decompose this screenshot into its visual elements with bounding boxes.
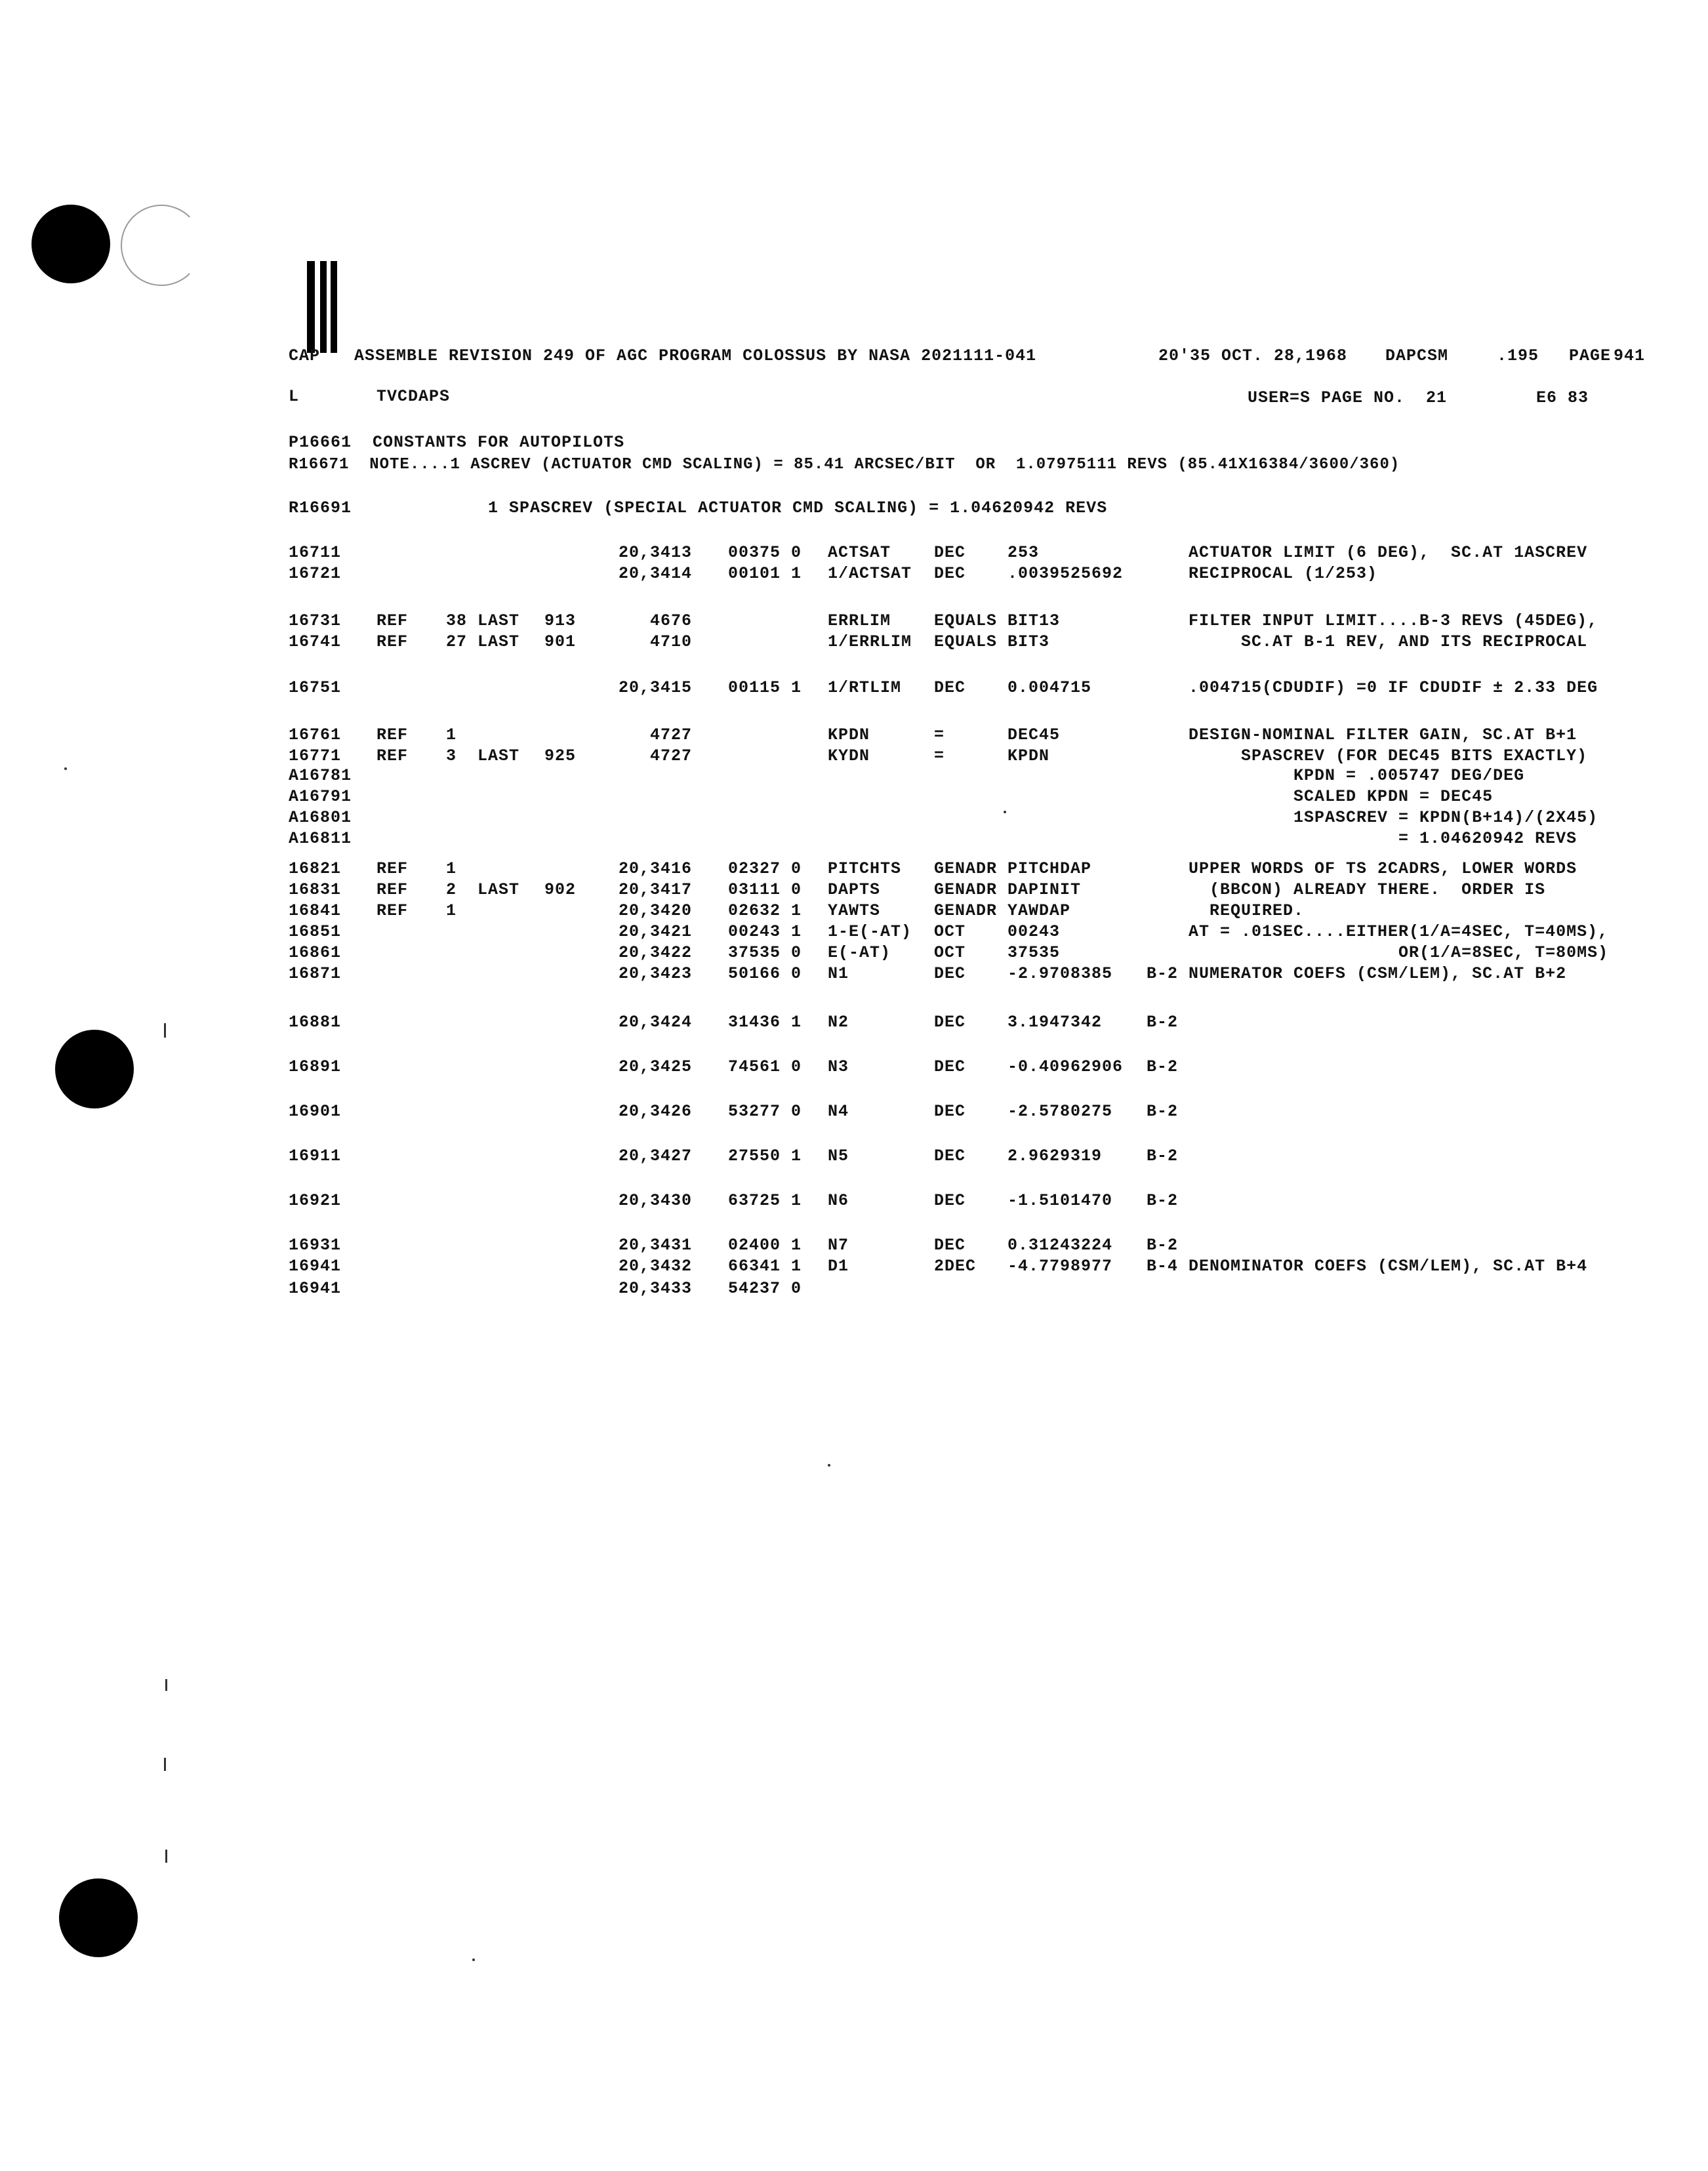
row-operand: 0.004715	[1007, 678, 1092, 697]
row-addr: 4727	[649, 746, 692, 765]
row-ref: REF	[376, 611, 409, 630]
row-refn: 1	[446, 859, 457, 878]
row-last: LAST	[478, 880, 520, 899]
row-addr: 20,3424	[618, 1013, 692, 1032]
row-comment: ACTUATOR LIMIT (6 DEG), SC.AT 1ASCREV	[1189, 543, 1588, 562]
row-seq: A16801	[289, 808, 352, 827]
row-label: D1	[828, 1257, 849, 1276]
row-seq: A16811	[289, 829, 352, 848]
row-word: 74561 0	[728, 1057, 802, 1076]
mark-bar-3	[331, 261, 337, 353]
row-op: DEC	[934, 1236, 966, 1255]
row-scale: B-2	[1147, 1191, 1179, 1210]
row-addr: 20,3425	[618, 1057, 692, 1076]
row-op: 2DEC	[934, 1257, 977, 1276]
row-comment: FILTER INPUT LIMIT....B-3 REVS (45DEG),	[1189, 611, 1598, 630]
row-label: DAPTS	[828, 880, 881, 899]
row-refn: 27	[446, 632, 468, 651]
row-addr: 20,3415	[618, 678, 692, 697]
row-lastn: 902	[544, 880, 577, 899]
row-addr: 20,3421	[618, 922, 692, 941]
header-title: ASSEMBLE REVISION 249 OF AGC PROGRAM COLOSSUS BY NASA 2021111-041	[354, 346, 1037, 365]
row-operand: 3.1947342	[1007, 1013, 1103, 1032]
row-last: LAST	[478, 611, 520, 630]
mark-bar-2	[320, 261, 327, 353]
row-comment: DESIGN-NOMINAL FILTER GAIN, SC.AT B+1	[1189, 725, 1577, 744]
row-label: N1	[828, 964, 849, 983]
row-comment: SCALED KPDN = DEC45	[1189, 787, 1494, 806]
row-op: DEC	[934, 1057, 966, 1076]
row-comment: KPDN = .005747 DEG/DEG	[1189, 766, 1525, 785]
row-comment: AT = .01SEC....EITHER(1/A=4SEC, T=40MS),	[1189, 922, 1609, 941]
row-word: 02400 1	[728, 1236, 802, 1255]
row-refn: 3	[446, 746, 457, 765]
header-dapcsm: DAPCSM	[1385, 346, 1449, 365]
row-op: GENADR	[934, 859, 998, 878]
row-op: OCT	[934, 943, 966, 962]
row-op: EQUALS	[934, 632, 998, 651]
row-op: GENADR	[934, 880, 998, 899]
row-seq: 16751	[289, 678, 342, 697]
row-seq: 16761	[289, 725, 342, 744]
row-word: 02632 1	[728, 901, 802, 920]
speck	[165, 1679, 167, 1691]
subheader-log: TVCDAPS	[376, 387, 451, 406]
row-label: E(-AT)	[828, 943, 891, 962]
row-comment: 1SPASCREV = KPDN(B+14)/(2X45)	[1189, 808, 1598, 827]
row-comment: OR(1/A=8SEC, T=80MS)	[1189, 943, 1609, 962]
row-ref: REF	[376, 901, 409, 920]
row-word: 37535 0	[728, 943, 802, 962]
row-comment: DENOMINATOR COEFS (CSM/LEM), SC.AT B+4	[1189, 1257, 1588, 1276]
row-seq: 16841	[289, 901, 342, 920]
row-seq: 16881	[289, 1013, 342, 1032]
row-op: DEC	[934, 1013, 966, 1032]
row-addr: 20,3413	[618, 543, 692, 562]
row-word: 27550 1	[728, 1146, 802, 1166]
row-addr: 4676	[649, 611, 692, 630]
row-ref: REF	[376, 725, 409, 744]
row-refn: 38	[446, 611, 468, 630]
row-seq: 16771	[289, 746, 342, 765]
row-label: PITCHTS	[828, 859, 902, 878]
row-addr: 20,3426	[618, 1102, 692, 1121]
row-comment: REQUIRED.	[1189, 901, 1305, 920]
row-comment: RECIPROCAL (1/253)	[1189, 564, 1378, 583]
row-addr: 20,3432	[618, 1257, 692, 1276]
row-seq: 16871	[289, 964, 342, 983]
speck	[164, 1758, 166, 1771]
speck	[164, 1023, 166, 1038]
row-seq: 16941	[289, 1279, 342, 1298]
row-operand: KPDN	[1007, 746, 1050, 765]
binder-hole-shadow	[121, 205, 202, 286]
row-seq: A16781	[289, 766, 352, 785]
row-lastn: 901	[544, 632, 577, 651]
row-op: DEC	[934, 543, 966, 562]
row-ref: REF	[376, 880, 409, 899]
row-seq: 16851	[289, 922, 342, 941]
row-label: KPDN	[828, 725, 870, 744]
note-line: R16671 NOTE....1 ASCREV (ACTUATOR CMD SCALING) = 85.41 ARCSEC/BIT OR 1.07975111 REVS (85.41X16384/3600/360)	[289, 456, 1400, 474]
row-ref: REF	[376, 632, 409, 651]
row-label: KYDN	[828, 746, 870, 765]
row-label: 1-E(-AT)	[828, 922, 912, 941]
row-addr: 20,3433	[618, 1279, 692, 1298]
row-op: GENADR	[934, 901, 998, 920]
row-label: N5	[828, 1146, 849, 1166]
row-scale: B-2	[1147, 964, 1179, 983]
row-operand: DEC45	[1007, 725, 1061, 744]
row-op: DEC	[934, 678, 966, 697]
row-scale: B-2	[1147, 1146, 1179, 1166]
subheader-user-page: USER=S PAGE NO. 21	[1248, 388, 1448, 407]
row-addr: 20,3420	[618, 901, 692, 920]
row-addr: 20,3427	[618, 1146, 692, 1166]
row-seq: 16931	[289, 1236, 342, 1255]
row-seq: 16741	[289, 632, 342, 651]
row-op: DEC	[934, 1191, 966, 1210]
header-cap: CAP	[289, 346, 321, 365]
row-operand: -0.40962906	[1007, 1057, 1124, 1076]
row-addr: 20,3430	[618, 1191, 692, 1210]
row-op: DEC	[934, 564, 966, 583]
row-op: EQUALS	[934, 611, 998, 630]
row-last: LAST	[478, 632, 520, 651]
row-operand: -1.5101470	[1007, 1191, 1113, 1210]
row-word: 00101 1	[728, 564, 802, 583]
row-ref: REF	[376, 859, 409, 878]
header-page-num: 941	[1614, 346, 1646, 365]
row-seq: 16891	[289, 1057, 342, 1076]
row-operand: BIT13	[1007, 611, 1061, 630]
row-label: N6	[828, 1191, 849, 1210]
row-comment: (BBCON) ALREADY THERE. ORDER IS	[1189, 880, 1546, 899]
row-word: 63725 1	[728, 1191, 802, 1210]
speck	[64, 767, 67, 770]
row-comment: = 1.04620942 REVS	[1189, 829, 1577, 848]
row-seq: 16901	[289, 1102, 342, 1121]
subheader-l: L	[289, 387, 300, 406]
row-operand: 2.9629319	[1007, 1146, 1103, 1166]
row-refn: 1	[446, 725, 457, 744]
row-seq: 16721	[289, 564, 342, 583]
header-dapcsm-num: .195	[1497, 346, 1539, 365]
row-operand: DAPINIT	[1007, 880, 1082, 899]
row-word: 50166 0	[728, 964, 802, 983]
row-operand: 0.31243224	[1007, 1236, 1113, 1255]
row-last: LAST	[478, 746, 520, 765]
row-operand: 00243	[1007, 922, 1061, 941]
row-label: 1/RTLIM	[828, 678, 902, 697]
row-label: N2	[828, 1013, 849, 1032]
speck	[472, 1958, 475, 1961]
row-addr: 4710	[649, 632, 692, 651]
row-addr: 4727	[649, 725, 692, 744]
row-addr: 20,3431	[618, 1236, 692, 1255]
row-op: =	[934, 746, 945, 765]
row-addr: 20,3416	[618, 859, 692, 878]
note-line: R16691 1 SPASCREV (SPECIAL ACTUATOR CMD SCALING) = 1.04620942 REVS	[289, 498, 1108, 517]
row-seq: 16861	[289, 943, 342, 962]
row-scale: B-2	[1147, 1013, 1179, 1032]
row-word: 00375 0	[728, 543, 802, 562]
row-op: OCT	[934, 922, 966, 941]
row-word: 02327 0	[728, 859, 802, 878]
row-word: 53277 0	[728, 1102, 802, 1121]
row-label: 1/ERRLIM	[828, 632, 912, 651]
row-label: 1/ACTSAT	[828, 564, 912, 583]
row-comment: NUMERATOR COEFS (CSM/LEM), SC.AT B+2	[1189, 964, 1567, 983]
row-operand: -2.5780275	[1007, 1102, 1113, 1121]
row-scale: B-2	[1147, 1057, 1179, 1076]
row-operand: .0039525692	[1007, 564, 1124, 583]
row-label: ACTSAT	[828, 543, 891, 562]
row-seq: A16791	[289, 787, 352, 806]
row-comment: SPASCREV (FOR DEC45 BITS EXACTLY)	[1189, 746, 1588, 765]
row-seq: 16821	[289, 859, 342, 878]
row-label: N3	[828, 1057, 849, 1076]
row-scale: B-4	[1147, 1257, 1179, 1276]
row-label: ERRLIM	[828, 611, 891, 630]
row-operand: YAWDAP	[1007, 901, 1071, 920]
row-seq: 16731	[289, 611, 342, 630]
row-addr: 20,3417	[618, 880, 692, 899]
row-seq: 16911	[289, 1146, 342, 1166]
subheader-code: E6 83	[1536, 388, 1589, 407]
row-lastn: 913	[544, 611, 577, 630]
row-refn: 2	[446, 880, 457, 899]
row-comment: UPPER WORDS OF TS 2CADRS, LOWER WORDS	[1189, 859, 1577, 878]
row-word: 66341 1	[728, 1257, 802, 1276]
row-ref: REF	[376, 746, 409, 765]
header-datetime: 20'35 OCT. 28,1968	[1158, 346, 1348, 365]
header-page-label: PAGE	[1569, 346, 1612, 365]
row-refn: 1	[446, 901, 457, 920]
row-seq: 16831	[289, 880, 342, 899]
binder-hole-bottom	[59, 1878, 138, 1957]
row-scale: B-2	[1147, 1102, 1179, 1121]
row-lastn: 925	[544, 746, 577, 765]
row-word: 03111 0	[728, 880, 802, 899]
row-operand: 253	[1007, 543, 1040, 562]
row-op: =	[934, 725, 945, 744]
row-op: DEC	[934, 1146, 966, 1166]
note-line: P16661 CONSTANTS FOR AUTOPILOTS	[289, 433, 625, 452]
row-seq: 16711	[289, 543, 342, 562]
row-addr: 20,3414	[618, 564, 692, 583]
row-operand: -2.9708385	[1007, 964, 1113, 983]
row-scale: B-2	[1147, 1236, 1179, 1255]
row-label: N7	[828, 1236, 849, 1255]
row-word: 54237 0	[728, 1279, 802, 1298]
binder-hole-middle	[55, 1030, 134, 1108]
row-seq: 16921	[289, 1191, 342, 1210]
speck	[828, 1464, 830, 1467]
row-addr: 20,3422	[618, 943, 692, 962]
row-label: N4	[828, 1102, 849, 1121]
row-word: 31436 1	[728, 1013, 802, 1032]
row-operand: 37535	[1007, 943, 1061, 962]
row-addr: 20,3423	[618, 964, 692, 983]
row-op: DEC	[934, 964, 966, 983]
row-label: YAWTS	[828, 901, 881, 920]
row-comment: SC.AT B-1 REV, AND ITS RECIPROCAL	[1189, 632, 1588, 651]
row-operand: -4.7798977	[1007, 1257, 1113, 1276]
binder-hole-top	[31, 205, 110, 283]
row-operand: PITCHDAP	[1007, 859, 1092, 878]
row-seq: 16941	[289, 1257, 342, 1276]
speck	[1004, 811, 1006, 813]
row-word: 00115 1	[728, 678, 802, 697]
row-operand: BIT3	[1007, 632, 1050, 651]
row-comment: .004715(CDUDIF) =0 IF CDUDIF ± 2.33 DEG	[1189, 678, 1598, 697]
row-word: 00243 1	[728, 922, 802, 941]
mark-bar-1	[307, 261, 315, 353]
speck	[165, 1850, 167, 1863]
row-op: DEC	[934, 1102, 966, 1121]
